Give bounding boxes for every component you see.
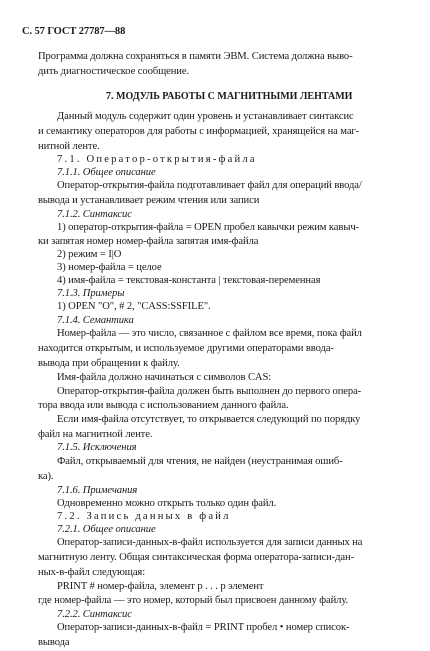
text-line: Данный модуль содержит один уровень и устанавливает синтаксис	[57, 111, 354, 122]
subsection-heading: 7.2.1. Общее описание	[57, 524, 156, 535]
text-line: Оператор-открытия-файла подготавливает файл для операций ввода/	[57, 180, 362, 191]
text-line: 4) имя-файла = текстовая-константа | текстовая-переменная	[57, 275, 321, 286]
page-header: С. 57 ГОСТ 27787—88	[22, 26, 126, 37]
subsection-heading: 7.1.3. Примеры	[57, 288, 125, 299]
text-line: Оператор-записи-данных-в-файл используется для записи данных на	[57, 537, 363, 548]
intro-line-1: Программа должна сохраняться в памяти ЭВМ. Система должна выво-	[38, 51, 353, 62]
subsection-heading: 7.1.2. Синтаксис	[57, 209, 132, 220]
text-line: вывода при обращении к файлу.	[38, 358, 180, 369]
text-line: магнитную ленту. Общая синтаксическая форма оператора-записи-дан-	[38, 552, 354, 563]
text-line: где номер-файла — это номер, который был присвоен данному файлу.	[38, 595, 349, 606]
subsection-heading: 7.1. Оператор-открытия-файла	[57, 154, 257, 165]
text-line: 1) оператор-открытия-файла = OPEN пробел кавычки режим кавыч-	[57, 222, 359, 233]
subsection-heading: 7.1.1. Общее описание	[57, 167, 156, 178]
subsection-heading: 7.2. Запись данных в файл	[57, 511, 231, 522]
text-line: нитной ленте.	[38, 141, 100, 152]
text-line: Номер-файла — это число, связанное с файлом все время, пока файл	[57, 328, 362, 339]
text-line: Если имя-файла отсутствует, то открывается следующий по порядку	[57, 414, 361, 425]
text-line: и семантику операторов для работы с информацией, хранящейся на маг-	[38, 126, 360, 137]
text-line: PRINT # номер-файла, элемент р . . . р элемент	[57, 581, 264, 592]
text-line: 1) OPEN "O", # 2, "CASS:SSFILE".	[57, 301, 211, 312]
text-line: вывода	[38, 637, 70, 648]
text-line: 2) режим = I|O	[57, 249, 122, 260]
subsection-heading: 7.2.2. Синтаксис	[57, 609, 132, 620]
text-line: ка).	[38, 471, 54, 482]
text-line: файл на магнитной ленте.	[38, 429, 153, 440]
subsection-heading: 7.1.5. Исключения	[57, 442, 137, 453]
text-line: Файл, открываемый для чтения, не найден (неустранимая ошиб-	[57, 456, 343, 467]
section-title: 7. МОДУЛЬ РАБОТЫ С МАГНИТНЫМИ ЛЕНТАМИ	[106, 91, 353, 102]
text-line: тора ввода или вывода с использованием данного файла.	[38, 400, 289, 411]
intro-line-2: дить диагностическое сообщение.	[38, 66, 190, 77]
text-line: ки запятая номер номер-файла запятая имя-файла	[38, 236, 259, 247]
text-line: Одновременно можно открыть только один файл.	[57, 498, 277, 509]
text-line: 3) номер-файла = целое	[57, 262, 162, 273]
text-line: ных-в-файл следующая:	[38, 567, 146, 578]
text-line: находится открытым, и используемое другими операторами ввода-	[38, 343, 334, 354]
text-line: вывода и устанавливает режим чтения или записи	[38, 195, 260, 206]
text-line: Оператор-записи-данных-в-файл = PRINT пробел • номер список-	[57, 622, 350, 633]
subsection-heading: 7.1.4. Семантика	[57, 315, 134, 326]
text-line: Оператор-открытия-файла должен быть выполнен до первого опера-	[57, 386, 362, 397]
text-line: Имя-файла должно начинаться с символов CAS:	[57, 372, 272, 383]
subsection-heading: 7.1.6. Примечания	[57, 485, 138, 496]
